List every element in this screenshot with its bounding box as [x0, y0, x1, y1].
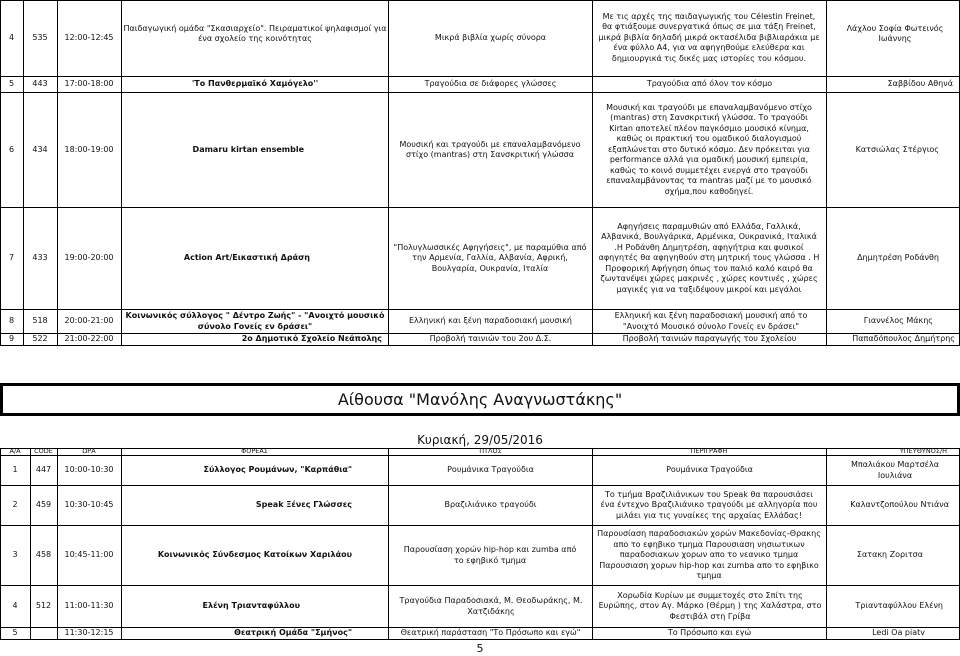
- row-number: 5: [12, 628, 18, 638]
- row-org: Κοινωνικός Σύνδεσμος Κατοίκων Χαριλάου: [157, 550, 352, 560]
- row-responsible: Γιαννέλος Μάκης: [863, 316, 933, 326]
- row-title: Μικρά βιβλία χωρίς σύνορα: [434, 32, 547, 42]
- row-org: Θεατρική Ομάδα "Σμήνος": [234, 628, 352, 638]
- header-time: ΩΡΑ: [82, 447, 96, 456]
- row-code: 434: [32, 144, 48, 154]
- row-code: 459: [35, 500, 52, 510]
- header-responsible: ΥΠΕΥΘΥΝΟΣ/Η: [899, 447, 947, 456]
- row-time: 10:00-10:30: [64, 465, 114, 475]
- row-description: Μουσική και τραγούδι με επαναλαμβανόμενο στίχο (mantras) στη Σανσκριτική γλώσσα. Το τραγούδι Kirtan αποτελεί πλέον παγκόσμιο μουσικό κίνημα, καθώς οι πρακτική του ομαδικού διαλογισμού εξαπλώνεται στο δυτικό κόσμο. Δεν πρόκειται για performance αλλά για ομαδική μουσική εμπειρία, καθώς το κοινό συμμετέχει ενεργά στο τραγούδι επαναλαμβάνοντας τα mantras μαζί με το μουσικό σχήμα,που καθοδηγεί.: [606, 102, 812, 196]
- header-aa: Α/Α: [9, 447, 21, 456]
- divider: [0, 413, 960, 416]
- row-org: Speak Ξένες Γλώσσες: [255, 500, 352, 510]
- row-org: 'Το Πανθερμαϊκό Χαμόγελο'': [191, 79, 319, 89]
- row-responsible: Ledi Oa piatv: [872, 628, 925, 638]
- row-number: 6: [8, 144, 15, 154]
- row-responsible: Σαββίδου Αθηνά: [887, 79, 953, 89]
- row-description: Παρουσίαση παραδοσιακών χορών Μακεδονίας-Θρακης απο το εφηβικο τμημα Παρουσιαση νησιωτικων παραδοσιακων χορων απο το νεανικο τμημα Παρουσιαση χορων hip-hop και zumba απο το εφηβικο τμημα: [597, 529, 821, 581]
- row-number: 9: [8, 334, 15, 344]
- row-time: 12:00-12:45: [64, 32, 114, 42]
- row-title: Ρουμάνικα Τραγούδια: [447, 465, 534, 475]
- row-description: Χορωδία Κυρίων με συμμετοχές στο Σπίτι της Ευρώπης, στον Αγ. Μάρκο (Θέρμη ) της Χαλάστρα, στο Φεστιβάλ στη Γρίβα: [598, 590, 822, 621]
- row-code: 433: [32, 253, 48, 263]
- row-responsible: Καλαντζοπούλου Ντιάνα: [850, 500, 949, 510]
- row-org: Ελένη Τριανταφύλλου: [202, 601, 300, 611]
- row-time: 11:30-12:15: [64, 628, 114, 638]
- row-org: Παιδαγωγική ομάδα "Σκασιαρχείο". Πειραματικοί ψηλαφισμοί για ένα σχολείο της κοινότητας: [123, 23, 387, 43]
- row-description: Το τμήμα Βραζιλιάνικων του Speak θα παρουσιάσει ένα έντεχνο Βραζιλιάνικο τραγούδι με αλληγορία που μιλάει για τις γυναίκες της αρχαίας Ελλάδας!: [600, 489, 818, 520]
- row-org: Action Art/Εικαστική Δράση: [183, 253, 310, 263]
- row-description: Τραγούδια από όλον τον κόσμο: [646, 79, 773, 89]
- row-responsible: Τριανταφύλλου Ελένη: [855, 601, 943, 611]
- row-title: Μουσική και τραγούδι με επαναλαμβανόμενο στίχο (mantras) στη Σανσκριτική γλώσσα: [399, 139, 581, 159]
- row-title: Ελληνική και ξένη παραδοσιακή μουσική: [409, 316, 572, 326]
- header-description: ΠΕΡΙΓΡΑΦΗ: [690, 447, 728, 456]
- row-responsible: Μπαλιάκου Μαρτσέλα Ιουλιάνα: [851, 460, 939, 480]
- row-time: 10:45-11:00: [64, 550, 114, 560]
- row-time: 20:00-21:00: [64, 316, 114, 326]
- row-code: 522: [32, 334, 48, 344]
- row-code: 512: [35, 601, 52, 611]
- row-responsible: Κατσιώλας Στέργιος: [855, 144, 939, 154]
- row-code: 458: [35, 550, 52, 560]
- row-org: Damaru kirtan ensemble: [192, 144, 304, 154]
- row-responsible: Παπαδόπουλος Δημήτρης: [852, 334, 955, 344]
- row-number: 8: [8, 316, 15, 326]
- row-title: Τραγούδια σε διάφορες γλώσσες: [424, 79, 557, 89]
- row-time: 18:00-19:00: [64, 144, 114, 154]
- date-heading: Κυριακή, 29/05/2016: [417, 432, 543, 447]
- row-number: 4: [8, 32, 15, 42]
- row-title: Προβολή ταινιών του 2ου Δ.Σ.: [429, 334, 552, 344]
- row-number: 4: [12, 601, 18, 611]
- row-code: 447: [35, 465, 52, 475]
- row-code: [30, 628, 57, 639]
- row-description: Ρουμάνικα Τραγούδια: [666, 465, 753, 475]
- row-number: 3: [12, 550, 18, 560]
- row-title: Παρουσίαση χορών hip-hop και zumba από το εφηβικό τμημα: [403, 545, 577, 565]
- row-responsible: Σατακη Ζοριτσα: [856, 550, 923, 560]
- row-title: Θεατρική παράσταση "Το Πρόσωπο και εγώ": [400, 628, 581, 638]
- row-description: Ελληνική και ξένη παραδοσιακή μουσική από το "Ανοιχτό Μουσικό σύνολο Γονείς εν δράσει": [614, 311, 808, 331]
- row-description: Με τις αρχές της παιδαγωγικής του Célestin Freinet, θα φτιάξουμε συνεργατικά όπως σε μια τάξη Freinet, μικρά βιβλία δηλαδή μικρά οκτασέλιδα βιβλιαράκια με ένα φύλλο Α4, για να αφηγηθούμε ελεύθερα και δημιουργικά τις δικές μας ιστορίες του κόσμου.: [598, 11, 820, 63]
- row-time: 11:00-11:30: [64, 601, 114, 611]
- row-org: 2ο Δημοτικό Σχολείο Νεάπολης: [241, 334, 382, 344]
- row-time: 21:00-22:00: [64, 334, 114, 344]
- row-number: 5: [8, 79, 15, 89]
- row-code: 535: [32, 32, 48, 42]
- header-title: ΤΙΤΛΟΣ: [478, 447, 502, 456]
- row-code: 518: [32, 316, 48, 326]
- header-code: CODE: [34, 447, 53, 456]
- header-org: ΦΟΡΕΑΣ: [241, 447, 268, 456]
- row-org: Κοινωνικός σύλλογος " Δέντρο Ζωής" - "Ανοιχτό μουσικό σύνολο Γονείς εν δράσει": [125, 311, 385, 331]
- row-responsible: Λάχλου Σοφία Φωτεινός Ιωάννης: [846, 23, 944, 43]
- row-time: 17:00-18:00: [64, 79, 114, 89]
- row-title: "Πολυγλωσσικές Αφηγήσεις", με παραμύθια από την Αρμενία, Γαλλία, Αλβανία, Αφρική, Βουλγαρία, Ουκρανία, Ιταλία: [393, 242, 587, 273]
- row-description: Αφηγήσεις παραμυθιών από Ελλάδα, Γαλλικά, Αλβανικά, Βουλγάρικα, Αρμένικα, Ουκρανικά, Ιταλικά .Η Ροδάνθη Δημητρέση, αφηγήτρια και φυσικοί αφηγητές θα αφηγηθούν στη μητρική τους γλώσσα . Η Προφορική Αφήγηση όπως τον παλιό καλό καιρό θα ζωντανέψει χώρες μακρινές , χώρες κοντινές , χώρες μαγικές για να ταξιδέψουν μικροί και μεγάλοι: [598, 221, 820, 294]
- row-description: Το Πρόσωπο και εγώ: [667, 628, 752, 638]
- row-number: 7: [8, 253, 15, 263]
- row-code: 443: [32, 79, 48, 89]
- row-number: 2: [12, 500, 18, 510]
- row-title: Τραγούδια Παραδοσιακά, Μ. Θεοδωράκης, Μ. Χατζιδάκης: [399, 596, 583, 616]
- hall-title: Αίθουσα "Μανόλης Αναγνωστάκης": [337, 389, 623, 409]
- row-responsible: Δημητρέση Ροδάνθη: [857, 253, 939, 263]
- row-time: 10:30-10:45: [64, 500, 114, 510]
- row-time: 19:00-20:00: [64, 253, 114, 263]
- row-description: Προβολή ταινιών παραγωγής του Σχολείου: [622, 334, 797, 344]
- row-title: Βραζιλιάνικο τραγούδι: [444, 500, 537, 510]
- row-org: Σύλλογος Ρουμάνων, "Καρπάθια": [203, 465, 352, 475]
- row-number: 1: [12, 465, 18, 475]
- page-number: 5: [476, 642, 484, 656]
